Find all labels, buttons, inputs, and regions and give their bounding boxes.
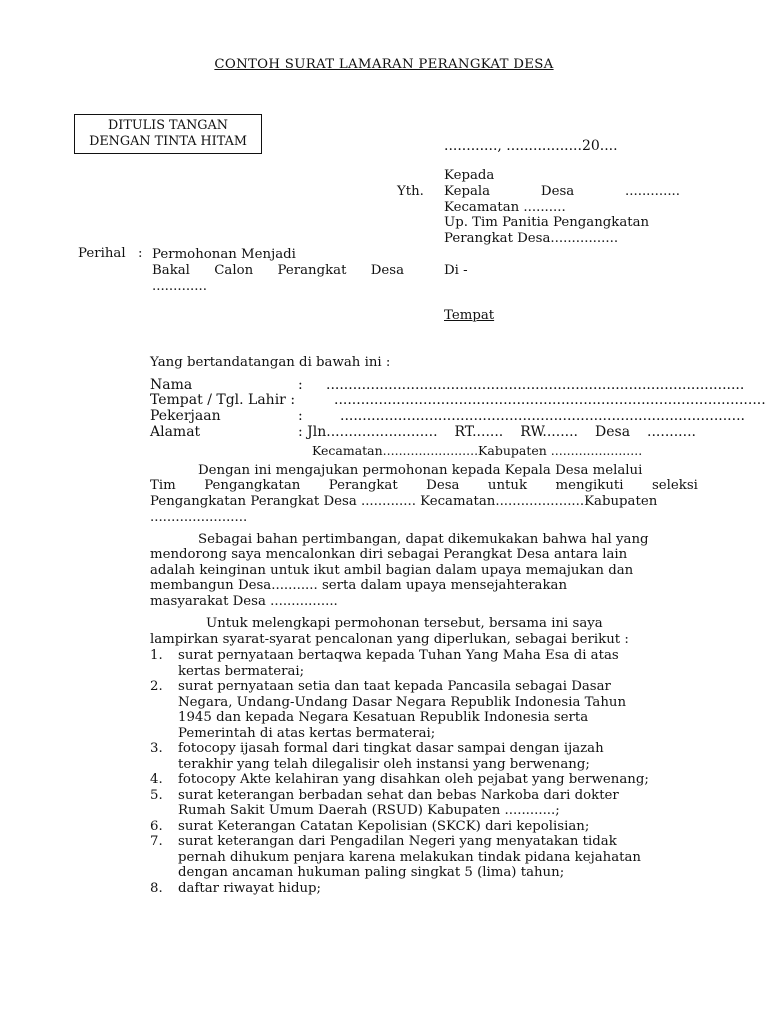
perihal-label: Perihal (78, 246, 126, 261)
intro-text: Yang bertandatangan di bawah ini : (150, 355, 391, 370)
recipient-kepala-desa (444, 184, 680, 200)
list-item-text (178, 648, 698, 679)
recipient-tempat: Tempat (444, 308, 495, 323)
word: Desa (426, 478, 460, 493)
word: Bakal (152, 263, 190, 278)
word: seleksi (651, 478, 698, 493)
list-item-number: 3. (150, 741, 163, 756)
list-item-line: Pemerintah di atas kertas bermaterai; (178, 725, 436, 741)
list-item-number: 2. (150, 679, 163, 694)
list-item-text (178, 788, 698, 819)
list-item-line: surat pernyataan bertaqwa kepada Tuhan Yang Maha Esa di atas (178, 648, 619, 663)
list-item-line: pernah dihukum penjara karena melakukan tindak pidana kejahatan (178, 849, 641, 865)
para1-line-2 (150, 478, 698, 494)
list-item (150, 881, 698, 897)
para2-line-5: masyarakat Desa ................ (150, 594, 338, 609)
field-ttl-value: ................................................................................................. (334, 392, 766, 408)
list-item-line: fotocopy Akte kelahiran yang disahkan oleh pejabat yang berwenang; (178, 772, 649, 787)
word: Desa (540, 184, 575, 199)
list-item (150, 788, 698, 819)
para3-line-1: Untuk melengkapi permohonan tersebut, bersama ini saya (206, 616, 603, 631)
field-alamat-line-2: Kecamatan........................Kabupaten ....................... (312, 443, 643, 458)
list-item-line: 1945 dan kepada Negara Kesatuan Republik Indonesia serta (178, 710, 589, 725)
recipient-perangkat: Perangkat Desa................ (444, 231, 619, 246)
word: Kepala (444, 184, 491, 199)
list-item-text (178, 679, 698, 741)
word: untuk (487, 478, 528, 493)
word: Pengangkatan (204, 478, 301, 493)
para3-line-2: lampirkan syarat-syarat pencalonan yang diperlukan, sebagai berikut : (150, 632, 629, 647)
recipient-yth: Yth. (397, 184, 424, 199)
list-item-line: kertas bermaterai; (178, 663, 305, 679)
recipient-di: Di - (444, 263, 468, 278)
list-item-number: 1. (150, 648, 163, 663)
recipient-kepada: Kepada (444, 168, 495, 183)
word: Calon (214, 263, 254, 278)
para2-line-3: adalah keinginan untuk ikut ambil bagian dalam upaya memajukan dan (150, 563, 634, 578)
list-item-line: dengan ancaman hukuman paling singkat 5 (lima) tahun; (178, 865, 565, 880)
list-item-line: daftar riwayat hidup; (178, 880, 322, 896)
field-alamat-value (298, 425, 696, 441)
word: ............. (625, 184, 680, 199)
field-nama-value: .............................................................................................. (326, 377, 745, 393)
field-alamat-label: Alamat (150, 424, 201, 440)
para2-line-4: membangun Desa........... serta dalam upaya mensejahterakan (150, 578, 568, 593)
date-line: ............, .................20.... (444, 138, 618, 154)
list-item-line: fotocopy ijasah formal dari tingkat dasar sampai dengan ijazah (178, 741, 604, 756)
para1-line-1: Dengan ini mengajukan permohonan kepada Kepala Desa melalui (198, 463, 643, 478)
list-item (150, 648, 698, 679)
list-item-line: surat Keterangan Catatan Kepolisian (SKCK) dari kepolisian; (178, 818, 590, 834)
field-nama-colon: : (298, 377, 303, 393)
list-item-text (178, 819, 698, 835)
list-item-line: Negara, Undang-Undang Dasar Negara Republik Indonesia Tahun (178, 694, 627, 710)
alamat-rw: RW........ (520, 424, 579, 440)
field-nama-label: Nama (150, 377, 193, 393)
recipient-kecamatan: Kecamatan .......... (444, 200, 566, 215)
list-item (150, 772, 698, 788)
list-item-number: 4. (150, 772, 163, 787)
list-item (150, 819, 698, 835)
perihal-line-2 (152, 263, 404, 279)
alamat-desa: Desa (595, 424, 631, 440)
alamat-jln: : Jln......................... (298, 424, 438, 440)
list-item (150, 741, 698, 772)
list-item-line: Rumah Sakit Umum Daerah (RSUD) Kabupaten ............; (178, 803, 560, 818)
para1-line-4: ....................... (150, 510, 248, 525)
list-item (150, 679, 698, 741)
field-ttl-label: Tempat / Tgl. Lahir : (150, 392, 296, 408)
list-item-number: 5. (150, 787, 163, 803)
word: Perangkat (277, 263, 347, 278)
list-item-line: terakhir yang telah dilegalisir oleh instansi yang berwenang; (178, 756, 590, 772)
recipient-up: Up. Tim Panitia Pengangkatan (444, 215, 650, 230)
field-pekerjaan-colon: : (298, 408, 303, 424)
list-item-number: 6. (150, 818, 163, 834)
word: Tim (150, 478, 176, 493)
alamat-desa-dots: ........... (647, 424, 696, 440)
word: Perangkat (328, 478, 398, 493)
field-pekerjaan-label: Pekerjaan (150, 408, 221, 424)
para2-line-1: Sebagai bahan pertimbangan, dapat dikemukakan bahwa hal yang (198, 532, 649, 547)
document-title: CONTOH SURAT LAMARAN PERANGKAT DESA (214, 57, 554, 72)
note-line-2: DENGAN TINTA HITAM (89, 133, 247, 149)
list-item-number: 8. (150, 880, 163, 896)
list-item-text (178, 772, 698, 788)
handwriting-note-box (74, 114, 262, 154)
list-item-line: surat pernyataan setia dan taat kepada Pancasila sebagai Dasar (178, 679, 611, 694)
list-item-number: 7. (150, 834, 163, 849)
list-item (150, 834, 698, 881)
field-pekerjaan-value: ........................................................................................... (340, 408, 745, 424)
perihal-line-3: ............. (152, 279, 207, 294)
list-item-text (178, 834, 698, 881)
list-item-line: surat keterangan dari Pengadilan Negeri yang menyatakan tidak (178, 834, 617, 849)
perihal-line-1: Permohonan Menjadi (152, 247, 296, 262)
para2-line-2: mendorong saya mencalonkan diri sebagai Perangkat Desa antara lain (150, 547, 628, 562)
perihal-colon: : (138, 246, 143, 261)
list-item-text (178, 741, 698, 772)
note-line-1: DITULIS TANGAN (108, 118, 228, 133)
list-item-text (178, 881, 698, 897)
word: mengikuti (555, 478, 624, 493)
list-item-line: surat keterangan berbadan sehat dan bebas Narkoba dari dokter (178, 787, 619, 803)
para1-line-3: Pengangkatan Perangkat Desa ............. Kecamatan.....................Kabupaten (150, 494, 658, 509)
alamat-rt: RT....... (454, 424, 504, 440)
word: Desa (370, 263, 404, 278)
